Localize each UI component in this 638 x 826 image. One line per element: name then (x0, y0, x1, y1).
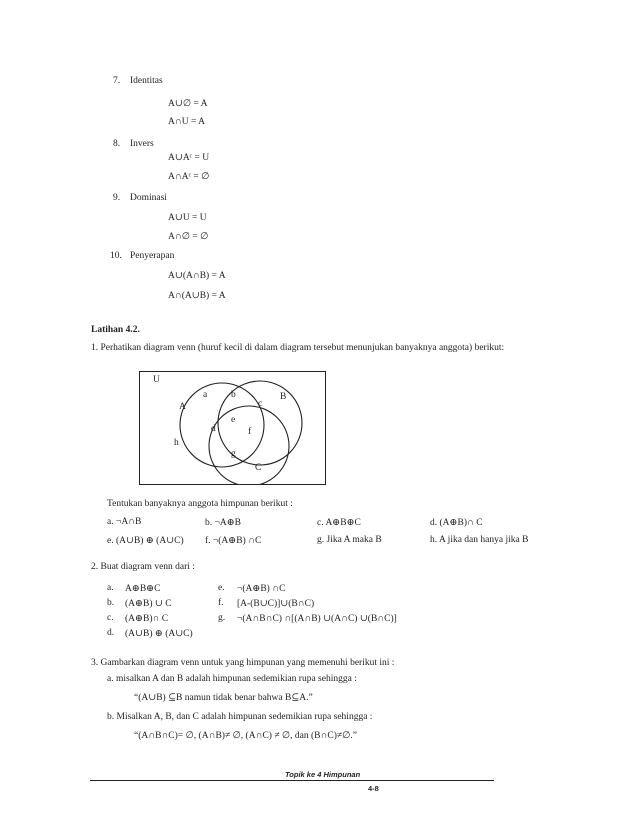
footer-divider (90, 780, 494, 781)
venn-region-g: g (231, 449, 236, 459)
venn-region-h: h (174, 438, 179, 448)
section-title: Latihan 4.2. (91, 325, 140, 335)
law-equation: A∪(A∩B) = A (168, 271, 226, 281)
law-equation: A∩∅ = ∅ (168, 232, 209, 242)
question-3: 3. Gambarkan diagram venn untuk yang himpunan yang memenuhi berikut ini : (91, 658, 395, 668)
q2-expression: (A⊕B) ∪ C (125, 599, 172, 609)
law-name: Invers (130, 139, 154, 149)
law-number: 10. (110, 251, 122, 261)
law-equation: A∪∅ = A (168, 99, 208, 109)
venn-region-f: f (248, 427, 252, 437)
law-name: Dominasi (130, 193, 167, 203)
q1-item-a: a. ¬A∩B (107, 517, 142, 527)
venn-circles (140, 372, 325, 484)
law-equation: A∪U = U (168, 213, 207, 223)
law-equation: A∩Aᶜ = ∅ (168, 172, 210, 182)
question-2: 2. Buat diagram venn dari : (91, 562, 195, 572)
q1-item-f: f. ¬(A⊕B) ∩C (205, 536, 262, 546)
q3-item-a: a. misalkan A dan B adalah himpunan sedemikian rupa sehingga : (107, 674, 357, 684)
law-number: 7. (113, 76, 121, 86)
q2-expression: ¬(A∩B∩C) ∩[(A∩B) ∪(A∩C) ∪(B∩C)] (237, 614, 397, 624)
q2-letter: a. (107, 583, 114, 593)
law-number: 9. (113, 193, 121, 203)
venn-region-b: b (231, 390, 236, 400)
q2-letter: b. (107, 598, 115, 608)
q3-item-b: b. Misalkan A, B, dan C adalah himpunan sedemikian rupa sehingga : (107, 712, 373, 722)
q1-item-g: g. Jika A maka B (317, 535, 382, 545)
law-number: 8. (113, 139, 121, 149)
circle-a (180, 383, 264, 467)
q2-expression: [A-(B∪C)]∪(B∩C) (237, 599, 315, 609)
venn-label-a: A (179, 402, 186, 412)
law-equation: A∩U = A (168, 117, 206, 127)
page-number: 4-8 (368, 784, 379, 793)
footer-topic: Topik ke 4 Himpunan (285, 770, 361, 779)
q2-letter: g. (218, 613, 226, 623)
q1-item-c: c. A⊕B⊕C (317, 518, 361, 528)
q2-expression: ¬(A⊕B) ∩C (237, 584, 286, 594)
q1-instruction: Tentukan banyaknya anggota himpunan berikut : (107, 499, 293, 509)
q3-quote-a: “(A∪B) ⊆B namun tidak benar bahwa B⊆A.” (134, 693, 313, 703)
venn-region-c: c (258, 399, 263, 409)
q2-letter: c. (107, 613, 114, 623)
law-name: Identitas (130, 76, 163, 86)
q2-expression: (A⊕B)∩ C (125, 614, 169, 624)
q3-quote-b: “(A∩B∩C)= ∅, (A∩B)≠ ∅, (A∩C) ≠ ∅, dan (B∩C)≠∅.” (134, 731, 357, 741)
q1-item-e: e. (A∪B) ⊕ (A∪C) (107, 536, 184, 546)
law-name: Penyerapan (130, 251, 175, 261)
venn-region-d: d (211, 424, 216, 434)
law-equation: A∪Aᶜ = U (168, 153, 210, 163)
venn-label-c: C (255, 463, 262, 473)
q2-expression: A⊕B⊕C (125, 584, 161, 594)
venn-region-e: e (231, 415, 236, 425)
q2-letter: f. (218, 598, 224, 608)
q2-expression: (A∪B) ⊕ (A∪C) (125, 629, 193, 639)
q1-item-h: h. A jika dan hanya jika B (430, 535, 529, 545)
venn-label-b: B (280, 392, 287, 402)
question-1: 1. Perhatikan diagram venn (huruf kecil di dalam diagram tersebut menunjukan banyaknya anggota) berikut: (91, 343, 505, 353)
q1-item-d: d. (A⊕B)∩ C (430, 518, 483, 528)
circle-c (209, 406, 289, 484)
q2-letter: e. (218, 583, 225, 593)
venn-diagram (139, 371, 326, 485)
venn-region-a: a (203, 390, 208, 400)
venn-label-u: U (153, 375, 160, 385)
q1-item-b: b. ¬A⊕B (205, 518, 242, 528)
law-equation: A∩(A∪B) = A (168, 291, 226, 301)
q2-letter: d. (107, 628, 115, 638)
